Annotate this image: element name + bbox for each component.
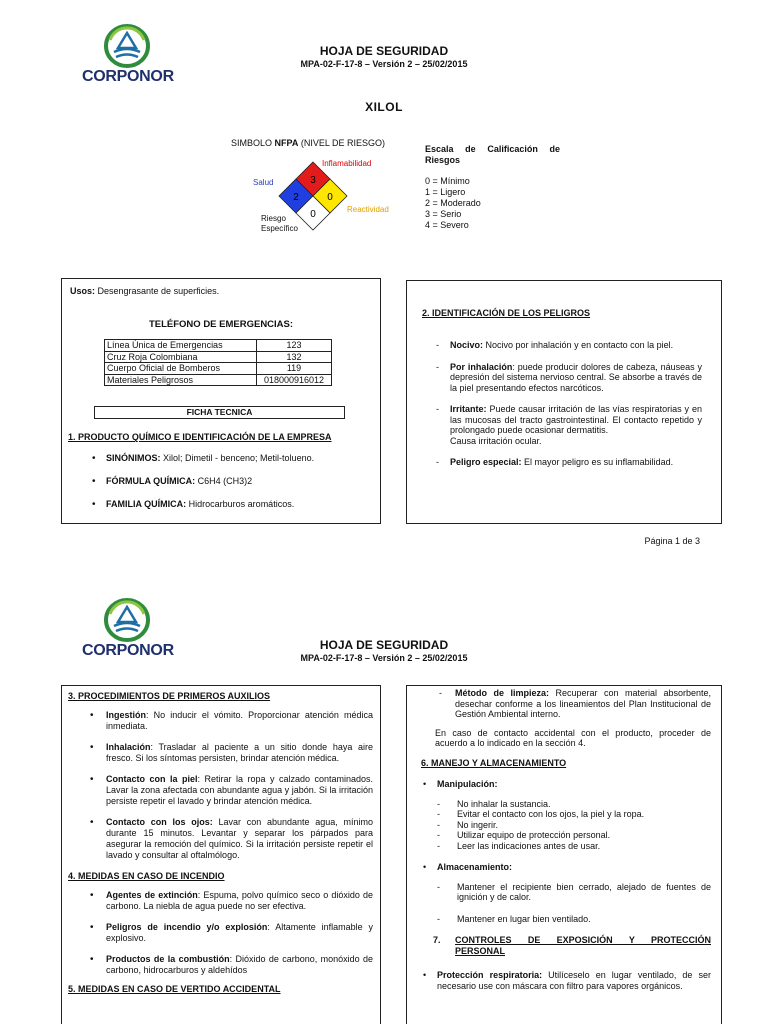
list-item: - Peligro especial: El mayor peligro es su inflamabilidad.	[436, 457, 702, 468]
list-item: - Evitar el contacto con los ojos, la piel y la ropa.	[437, 809, 711, 820]
section-7-title: 7. CONTROLES DE EXPOSICIÓN Y PROTECCIÓN PERSONAL	[433, 935, 711, 956]
list-item: - Utilizar equipo de protección personal.	[437, 830, 711, 841]
list-item: - Nocivo: Nocivo por inhalación y en contacto con la piel.	[436, 340, 702, 351]
logo-text: CORPONOR	[82, 642, 174, 659]
page-number: Página 1 de 3	[644, 536, 700, 546]
health-value: 2	[293, 192, 299, 203]
info-box-left	[61, 685, 381, 1024]
flammability-value: 3	[310, 175, 316, 186]
list-item: • Productos de la combustión: Dióxido de carbono, monóxido de carbono, hidrocarburos y aldehídos	[68, 954, 373, 976]
section-5-title: 5. MEDIDAS EN CASO DE VERTIDO ACCIDENTAL	[68, 984, 281, 994]
document-title: HOJA DE SEGURIDAD	[319, 44, 449, 58]
list-item: - Por inhalación: puede producir dolores de cabeza, náuseas y depresión del sistema nervioso central. Se absorbe a través de la piel presentando efectos narcóticos.	[436, 362, 702, 394]
phone-entity: Cuerpo Oficial de Bomberos	[105, 363, 257, 375]
list-item: • Contacto con los ojos: Lavar con abundante agua, mínimo durante 15 minutos. Levantar y separar los párpados para asegurar la remoción del químico. Si la irritación persiste repetir el lavado y consultar al oftalmólogo.	[68, 817, 373, 861]
section-6-title: 6. MANEJO Y ALMACENAMIENTO	[421, 757, 567, 768]
section-1-list	[88, 453, 373, 522]
page-2	[0, 580, 768, 1024]
nfpa-title: SIMBOLO NFPA (NIVEL DE RIESGO)	[231, 138, 386, 148]
risk-scale-item: 3 = Serio	[425, 209, 462, 219]
phone-entity: Cruz Roja Colombiana	[105, 351, 257, 363]
handling-heading: • Manipulación:	[419, 779, 711, 790]
list-item: - Leer las indicaciones antes de usar.	[437, 841, 711, 852]
phone-number: 123	[257, 340, 332, 352]
risk-scale-item: 1 = Ligero	[425, 187, 466, 197]
list-item: • SINÓNIMOS: Xilol; Dimetil - benceno; Metil-tolueno.	[88, 453, 373, 464]
list-item: • Ingestión: No inducir el vómito. Proporcionar atención médica inmediata.	[68, 710, 373, 732]
risk-scale-item: 0 = Mínimo	[425, 176, 470, 186]
emergency-phones-table	[104, 339, 332, 386]
section-2-list	[436, 340, 702, 479]
section-2-title: 2. IDENTIFICACIÓN DE LOS PELIGROS	[422, 308, 591, 318]
table-row	[105, 363, 332, 375]
table-row	[105, 351, 332, 363]
risk-scale	[425, 144, 560, 231]
ficha-tecnica-heading: FICHA TECNICA	[94, 406, 345, 419]
list-item: - No inhalar la sustancia.	[437, 799, 711, 810]
list-item: • FAMILIA QUÍMICA: Hidrocarburos aromáticos.	[88, 499, 373, 510]
nfpa-diamond	[250, 150, 410, 250]
health-label: Salud	[253, 178, 274, 187]
section-3-list	[68, 710, 373, 861]
info-box-right	[406, 685, 722, 1024]
document-title: HOJA DE SEGURIDAD	[319, 638, 449, 652]
info-box-right	[406, 280, 722, 524]
list-item: • Agentes de extinción: Espuma, polvo químico seco o dióxido de carbono. La niebla de agua puede no ser efectiva.	[68, 890, 373, 912]
list-item: - Mantener el recipiente bien cerrado, alejado de fuentes de ignición y de calor.	[437, 882, 711, 903]
list-item: • Peligros de incendio y/o explosión: Altamente inflamable y explosivo.	[68, 922, 373, 944]
section-3-title: 3. PROCEDIMIENTOS DE PRIMEROS AUXILIOS	[68, 691, 271, 701]
phone-number: 018000916012	[257, 374, 332, 386]
specific-value: 0	[310, 209, 316, 220]
table-row	[105, 340, 332, 352]
product-name: XILOL	[365, 100, 403, 114]
specific-risk-label: Riesgo Específico	[261, 214, 298, 233]
risk-scale-item: 4 = Severo	[425, 220, 469, 230]
list-item: - Irritante: Puede causar irritación de las vías respiratorias y en las mucosas del tracto gastrointestinal. El contacto repetido y prolongado puede ocasionar dermatitis. Causa irritación ocular.	[436, 404, 702, 446]
list-item: • Contacto con la piel: Retirar la ropa y calzado contaminados. Lavar la zona afectada con abundante agua y jabón. Si la irritación persiste repetir el lavado y brindar atención médica.	[68, 774, 373, 807]
respiratory-protection: • Protección respiratoria: Utilíceselo en lugar ventilado, de ser necesario use con máscara con filtro para vapores orgánicos.	[419, 970, 711, 991]
phone-entity: Línea Única de Emergencias	[105, 340, 257, 352]
reactivity-value: 0	[327, 192, 333, 203]
phone-number: 132	[257, 351, 332, 363]
risk-scale-title: Escala de Calificación de Riesgos	[425, 144, 560, 165]
accidental-contact-note: En caso de contacto accidental con el producto, proceder de acuerdo a lo indicado en la sección 4.	[435, 727, 711, 748]
storage-heading: • Almacenamiento:	[419, 862, 711, 873]
usos: Usos: Desengrasante de superficies.	[70, 286, 220, 296]
list-item: - No ingerir.	[437, 820, 711, 831]
table-row	[105, 374, 332, 386]
document-code: MPA-02-F-17-8 – Versión 2 – 25/02/2015	[300, 653, 468, 663]
flammability-label: Inflamabilidad	[322, 159, 372, 168]
logo-text: CORPONOR	[82, 68, 174, 85]
emergency-phones-title: TELÉFONO DE EMERGENCIAS:	[148, 319, 294, 330]
risk-scale-item: 2 = Moderado	[425, 198, 481, 208]
phone-number: 119	[257, 363, 332, 375]
handling-list	[437, 799, 711, 852]
list-item: - Mantener en lugar bien ventilado.	[437, 914, 711, 925]
document-code: MPA-02-F-17-8 – Versión 2 – 25/02/2015	[300, 59, 468, 69]
corponor-emblem-icon	[102, 598, 152, 642]
list-item: • FÓRMULA QUÍMICA: C6H4 (CH3)2	[88, 476, 373, 487]
section-4-list	[68, 890, 373, 976]
phone-entity: Materiales Peligrosos	[105, 374, 257, 386]
info-box-left	[61, 278, 381, 524]
cleanup-method: - Método de limpieza: Recuperar con material absorbente, desechar conforme a los lineamientos del Plan Institucional de Gestión Ambiental interno.	[419, 688, 711, 720]
reactivity-label: Reactividad	[347, 205, 389, 214]
section-4-title: 4. MEDIDAS EN CASO DE INCENDIO	[68, 871, 225, 881]
section-1-title: 1. PRODUCTO QUÍMICO E IDENTIFICACIÓN DE LA EMPRESA	[68, 432, 332, 442]
storage-list	[437, 882, 711, 925]
list-item: • Inhalación: Trasladar al paciente a un sitio donde haya aire fresco. Si los síntomas persisten, brindar atención médica.	[68, 742, 373, 764]
